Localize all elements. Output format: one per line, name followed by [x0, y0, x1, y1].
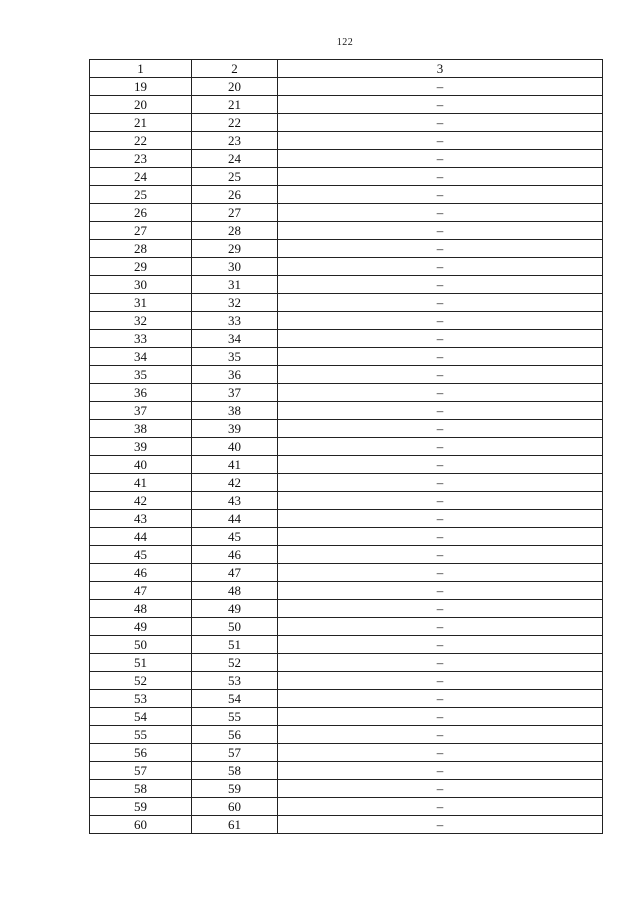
table-body: [90, 78, 603, 834]
cell-col-1: 48: [90, 600, 192, 618]
cell-col-3: –: [278, 564, 603, 582]
cell-col-2: 39: [192, 420, 278, 438]
table-row: [90, 186, 603, 204]
table-row: [90, 222, 603, 240]
table-row: [90, 150, 603, 168]
cell-col-1: 33: [90, 330, 192, 348]
page-number: 122: [336, 37, 354, 48]
table-row: [90, 276, 603, 294]
cell-col-2: 61: [192, 816, 278, 834]
cell-col-1: 42: [90, 492, 192, 510]
table-row: [90, 114, 603, 132]
cell-col-1: 43: [90, 510, 192, 528]
table-row: [90, 240, 603, 258]
cell-col-1: 27: [90, 222, 192, 240]
table-row: [90, 564, 603, 582]
cell-col-1: 26: [90, 204, 192, 222]
cell-col-2: 57: [192, 744, 278, 762]
cell-col-2: 51: [192, 636, 278, 654]
cell-col-1: 20: [90, 96, 192, 114]
cell-col-1: 37: [90, 402, 192, 420]
cell-col-2: 24: [192, 150, 278, 168]
table-row: [90, 654, 603, 672]
cell-col-1: 50: [90, 636, 192, 654]
cell-col-1: 19: [90, 78, 192, 96]
cell-col-1: 52: [90, 672, 192, 690]
column-header-2: 2: [192, 60, 278, 78]
cell-col-1: 24: [90, 168, 192, 186]
table-row: [90, 168, 603, 186]
cell-col-1: 60: [90, 816, 192, 834]
table-row: [90, 294, 603, 312]
table-row: [90, 636, 603, 654]
cell-col-3: –: [278, 258, 603, 276]
cell-col-2: 26: [192, 186, 278, 204]
cell-col-1: 41: [90, 474, 192, 492]
cell-col-2: 30: [192, 258, 278, 276]
cell-col-3: –: [278, 744, 603, 762]
cell-col-1: 58: [90, 780, 192, 798]
cell-col-1: 25: [90, 186, 192, 204]
cell-col-1: 35: [90, 366, 192, 384]
cell-col-2: 48: [192, 582, 278, 600]
table-row: [90, 456, 603, 474]
cell-col-2: 54: [192, 690, 278, 708]
table-row: [90, 438, 603, 456]
cell-col-3: –: [278, 150, 603, 168]
table-row: [90, 510, 603, 528]
cell-col-2: 35: [192, 348, 278, 366]
table-row: [90, 528, 603, 546]
cell-col-2: 22: [192, 114, 278, 132]
table-header-row: [90, 60, 603, 78]
cell-col-3: –: [278, 294, 603, 312]
table-row: [90, 798, 603, 816]
cell-col-2: 46: [192, 546, 278, 564]
cell-col-2: 56: [192, 726, 278, 744]
cell-col-3: –: [278, 762, 603, 780]
cell-col-3: –: [278, 456, 603, 474]
cell-col-3: –: [278, 654, 603, 672]
cell-col-1: 56: [90, 744, 192, 762]
cell-col-3: –: [278, 528, 603, 546]
table-row: [90, 348, 603, 366]
cell-col-1: 45: [90, 546, 192, 564]
cell-col-2: 27: [192, 204, 278, 222]
cell-col-3: –: [278, 618, 603, 636]
cell-col-1: 29: [90, 258, 192, 276]
cell-col-3: –: [278, 276, 603, 294]
cell-col-3: –: [278, 384, 603, 402]
cell-col-3: –: [278, 402, 603, 420]
cell-col-3: –: [278, 312, 603, 330]
table-row: [90, 312, 603, 330]
cell-col-2: 44: [192, 510, 278, 528]
cell-col-1: 31: [90, 294, 192, 312]
cell-col-2: 25: [192, 168, 278, 186]
cell-col-2: 34: [192, 330, 278, 348]
cell-col-2: 58: [192, 762, 278, 780]
table-row: [90, 690, 603, 708]
cell-col-1: 46: [90, 564, 192, 582]
cell-col-1: 30: [90, 276, 192, 294]
cell-col-1: 55: [90, 726, 192, 744]
cell-col-3: –: [278, 222, 603, 240]
cell-col-1: 39: [90, 438, 192, 456]
cell-col-2: 43: [192, 492, 278, 510]
cell-col-2: 32: [192, 294, 278, 312]
table-row: [90, 600, 603, 618]
cell-col-3: –: [278, 690, 603, 708]
table-row: [90, 420, 603, 438]
cell-col-3: –: [278, 780, 603, 798]
cell-col-3: –: [278, 546, 603, 564]
table-row: [90, 762, 603, 780]
cell-col-1: 49: [90, 618, 192, 636]
cell-col-1: 51: [90, 654, 192, 672]
cell-col-3: –: [278, 600, 603, 618]
cell-col-3: –: [278, 132, 603, 150]
cell-col-2: 40: [192, 438, 278, 456]
table-row: [90, 726, 603, 744]
cell-col-3: –: [278, 636, 603, 654]
cell-col-1: 57: [90, 762, 192, 780]
table-row: [90, 708, 603, 726]
table-row: [90, 78, 603, 96]
table-row: [90, 96, 603, 114]
cell-col-2: 37: [192, 384, 278, 402]
cell-col-1: 47: [90, 582, 192, 600]
cell-col-3: –: [278, 474, 603, 492]
cell-col-3: –: [278, 186, 603, 204]
cell-col-1: 59: [90, 798, 192, 816]
cell-col-3: –: [278, 78, 603, 96]
table-row: [90, 780, 603, 798]
cell-col-2: 60: [192, 798, 278, 816]
cell-col-2: 28: [192, 222, 278, 240]
table-row: [90, 384, 603, 402]
cell-col-1: 44: [90, 528, 192, 546]
cell-col-3: –: [278, 798, 603, 816]
cell-col-2: 41: [192, 456, 278, 474]
cell-col-3: –: [278, 726, 603, 744]
table-row: [90, 546, 603, 564]
cell-col-1: 40: [90, 456, 192, 474]
cell-col-3: –: [278, 816, 603, 834]
cell-col-2: 49: [192, 600, 278, 618]
table-row: [90, 366, 603, 384]
cell-col-3: –: [278, 348, 603, 366]
table-row: [90, 402, 603, 420]
cell-col-3: –: [278, 420, 603, 438]
table-row: [90, 816, 603, 834]
cell-col-2: 45: [192, 528, 278, 546]
cell-col-3: –: [278, 510, 603, 528]
table-row: [90, 492, 603, 510]
cell-col-1: 28: [90, 240, 192, 258]
column-header-3: 3: [278, 60, 603, 78]
cell-col-1: 38: [90, 420, 192, 438]
cell-col-3: –: [278, 438, 603, 456]
cell-col-1: 23: [90, 150, 192, 168]
table-row: [90, 132, 603, 150]
cell-col-1: 54: [90, 708, 192, 726]
table-row: [90, 618, 603, 636]
cell-col-3: –: [278, 204, 603, 222]
table-row: [90, 474, 603, 492]
cell-col-2: 29: [192, 240, 278, 258]
cell-col-2: 53: [192, 672, 278, 690]
table-row: [90, 204, 603, 222]
cell-col-1: 22: [90, 132, 192, 150]
cell-col-3: –: [278, 582, 603, 600]
cell-col-3: –: [278, 366, 603, 384]
cell-col-2: 47: [192, 564, 278, 582]
cell-col-3: –: [278, 672, 603, 690]
cell-col-3: –: [278, 96, 603, 114]
cell-col-2: 59: [192, 780, 278, 798]
cell-col-2: 36: [192, 366, 278, 384]
data-table: [89, 59, 603, 834]
cell-col-3: –: [278, 114, 603, 132]
cell-col-1: 21: [90, 114, 192, 132]
cell-col-3: –: [278, 168, 603, 186]
cell-col-3: –: [278, 492, 603, 510]
cell-col-1: 53: [90, 690, 192, 708]
table-row: [90, 582, 603, 600]
column-header-1: 1: [90, 60, 192, 78]
cell-col-1: 36: [90, 384, 192, 402]
cell-col-1: 34: [90, 348, 192, 366]
cell-col-3: –: [278, 708, 603, 726]
cell-col-3: –: [278, 330, 603, 348]
table-row: [90, 672, 603, 690]
cell-col-2: 52: [192, 654, 278, 672]
cell-col-1: 32: [90, 312, 192, 330]
cell-col-2: 42: [192, 474, 278, 492]
cell-col-2: 33: [192, 312, 278, 330]
cell-col-2: 23: [192, 132, 278, 150]
cell-col-2: 21: [192, 96, 278, 114]
table-row: [90, 330, 603, 348]
cell-col-3: –: [278, 240, 603, 258]
table-row: [90, 258, 603, 276]
table-row: [90, 744, 603, 762]
cell-col-2: 50: [192, 618, 278, 636]
cell-col-2: 38: [192, 402, 278, 420]
cell-col-2: 20: [192, 78, 278, 96]
cell-col-2: 55: [192, 708, 278, 726]
cell-col-2: 31: [192, 276, 278, 294]
